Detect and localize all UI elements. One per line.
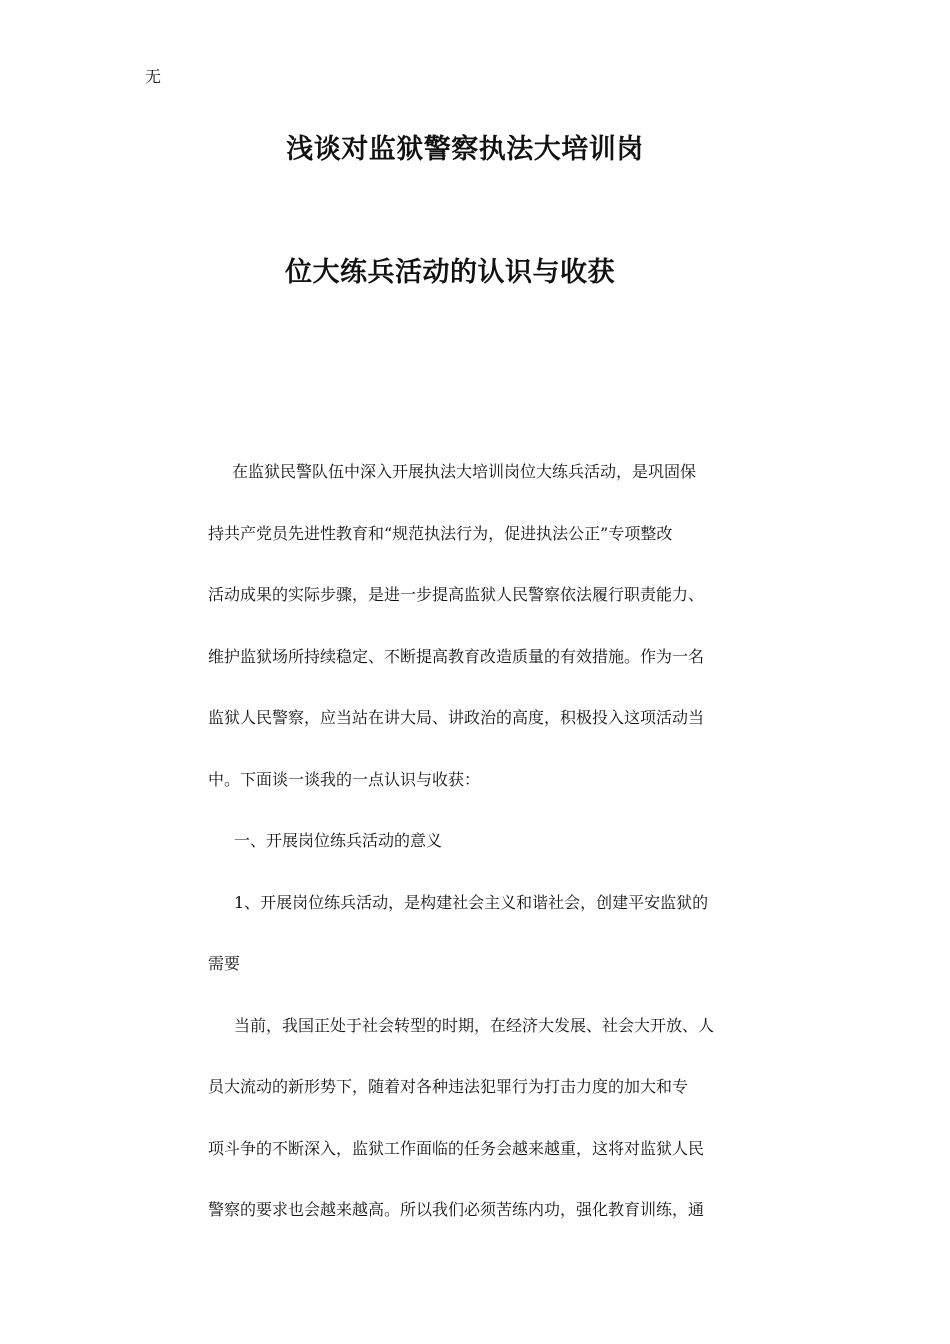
body-line: 监狱人民警察，应当站在讲大局、讲政治的高度，积极投入这项活动当 — [208, 708, 705, 727]
section-heading: 一、开展岗位练兵活动的意义 — [234, 831, 443, 850]
body-line: 活动成果的实际步骤，是进一步提高监狱人民警察依法履行职责能力、 — [208, 585, 705, 604]
document-title-line-1: 浅谈对监狱警察执法大培训岗 — [286, 134, 644, 165]
numbered-item-heading-continued: 需要 — [208, 954, 241, 973]
body-line: 当前，我国正处于社会转型的时期，在经济大发展、社会大开放、人 — [234, 1015, 715, 1035]
body-line: 持共产党员先进性教育和“规范执法行为，促进执法公正”专项整改 — [208, 523, 673, 543]
numbered-item-heading: 1、开展岗位练兵活动，是构建社会主义和谐社会，创建平安监狱的 — [234, 892, 709, 912]
body-line: 维护监狱场所持续稳定、不断提高教育改造质量的有效措施。作为一名 — [208, 646, 705, 666]
body-line: 在监狱民警队伍中深入开展执法大培训岗位大练兵活动，是巩固保 — [232, 462, 697, 481]
body-line: 中。下面谈一谈我的一点认识与收获： — [208, 769, 481, 789]
body-line: 警察的要求也会越来越高。所以我们必须苦练内功，强化教育训练，通 — [208, 1200, 705, 1219]
body-line: 项斗争的不断深入，监狱工作面临的任务会越来越重，这将对监狱人民 — [208, 1138, 705, 1158]
document-title-line-2: 位大练兵活动的认识与收获 — [285, 257, 615, 288]
header-mark: 无 — [145, 67, 162, 86]
body-line: 员大流动的新形势下，随着对各种违法犯罪行为打击力度的加大和专 — [208, 1077, 689, 1096]
document-body — [208, 441, 748, 1241]
